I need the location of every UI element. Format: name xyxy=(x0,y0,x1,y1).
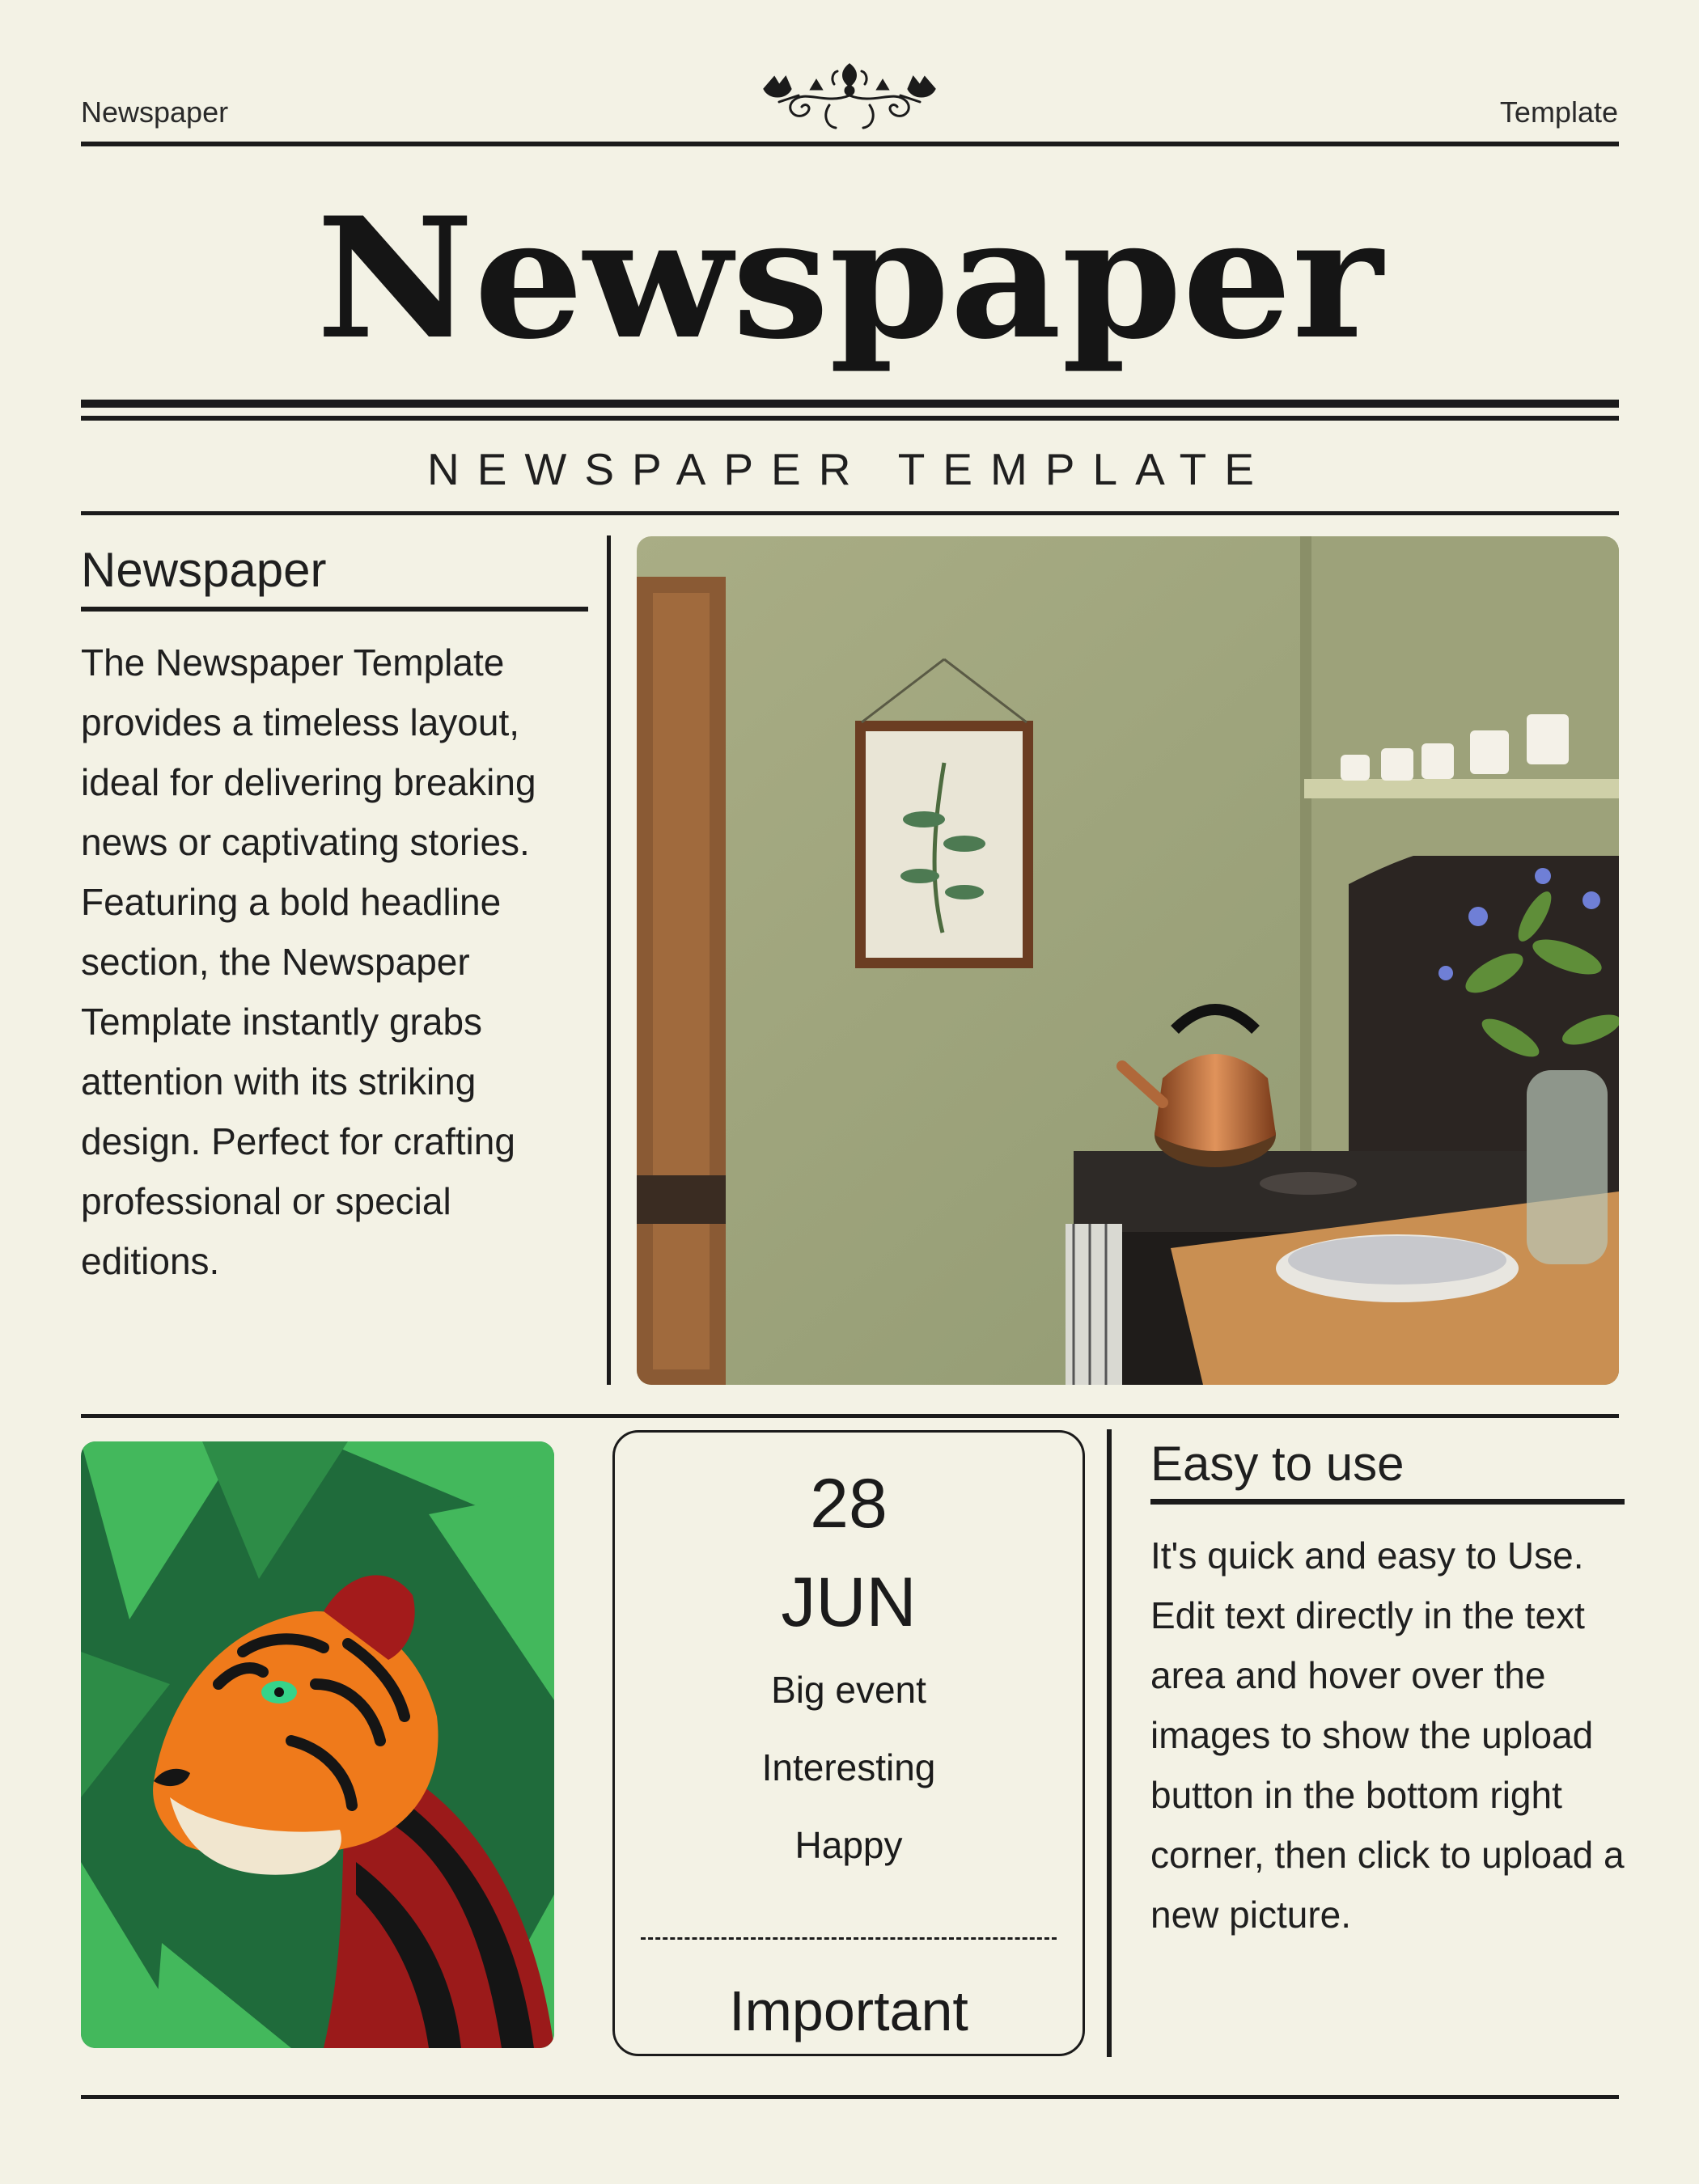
masthead-rule-thick xyxy=(81,400,1619,408)
main-article-heading: Newspaper xyxy=(81,543,327,597)
masthead-title: Newspaper xyxy=(316,182,1383,376)
kitchen-photo[interactable] xyxy=(637,536,1619,1385)
column-divider xyxy=(607,535,611,1385)
header-left-label: Newspaper xyxy=(81,95,229,129)
subtitle-rule xyxy=(81,511,1619,515)
column-divider-right xyxy=(1107,1429,1112,2057)
floral-ornament-icon xyxy=(748,57,951,138)
footer-rule xyxy=(81,2095,1619,2099)
main-article-body: The Newspaper Template provides a timeless layout, ideal for delivering breaking news or captivating stories. Featuring a bold headline section, the Newspaper Template instantly grabs attention with its striking design. Perfect for crafting professional or special editions. xyxy=(81,641,536,1282)
event-item: Happy xyxy=(794,1824,903,1866)
header-right-label: Template xyxy=(1499,95,1618,129)
masthead-rule-thin xyxy=(81,416,1619,421)
masthead-subtitle: NEWSPAPER TEMPLATE xyxy=(427,444,1272,494)
event-day: 28 xyxy=(810,1465,888,1543)
event-box xyxy=(612,1430,1085,2056)
event-month: JUN xyxy=(781,1564,917,1641)
event-dashed-divider xyxy=(641,1937,1057,1940)
side-article-heading-rule xyxy=(1150,1499,1625,1505)
side-article-body: It's quick and easy to Use. Edit text directly in the text area and hover over the images to show the upload button in the bottom right corner, then click to upload a new picture. xyxy=(1150,1534,1625,1936)
event-item: Interesting xyxy=(761,1746,936,1788)
main-article-heading-rule xyxy=(81,607,588,612)
header-top-rule xyxy=(81,142,1619,146)
event-footer: Important xyxy=(729,1979,968,2042)
event-item: Big event xyxy=(771,1669,926,1711)
tiger-illustration[interactable] xyxy=(81,1441,554,2048)
section-rule xyxy=(81,1414,1619,1418)
side-article-heading: Easy to use xyxy=(1150,1437,1405,1491)
